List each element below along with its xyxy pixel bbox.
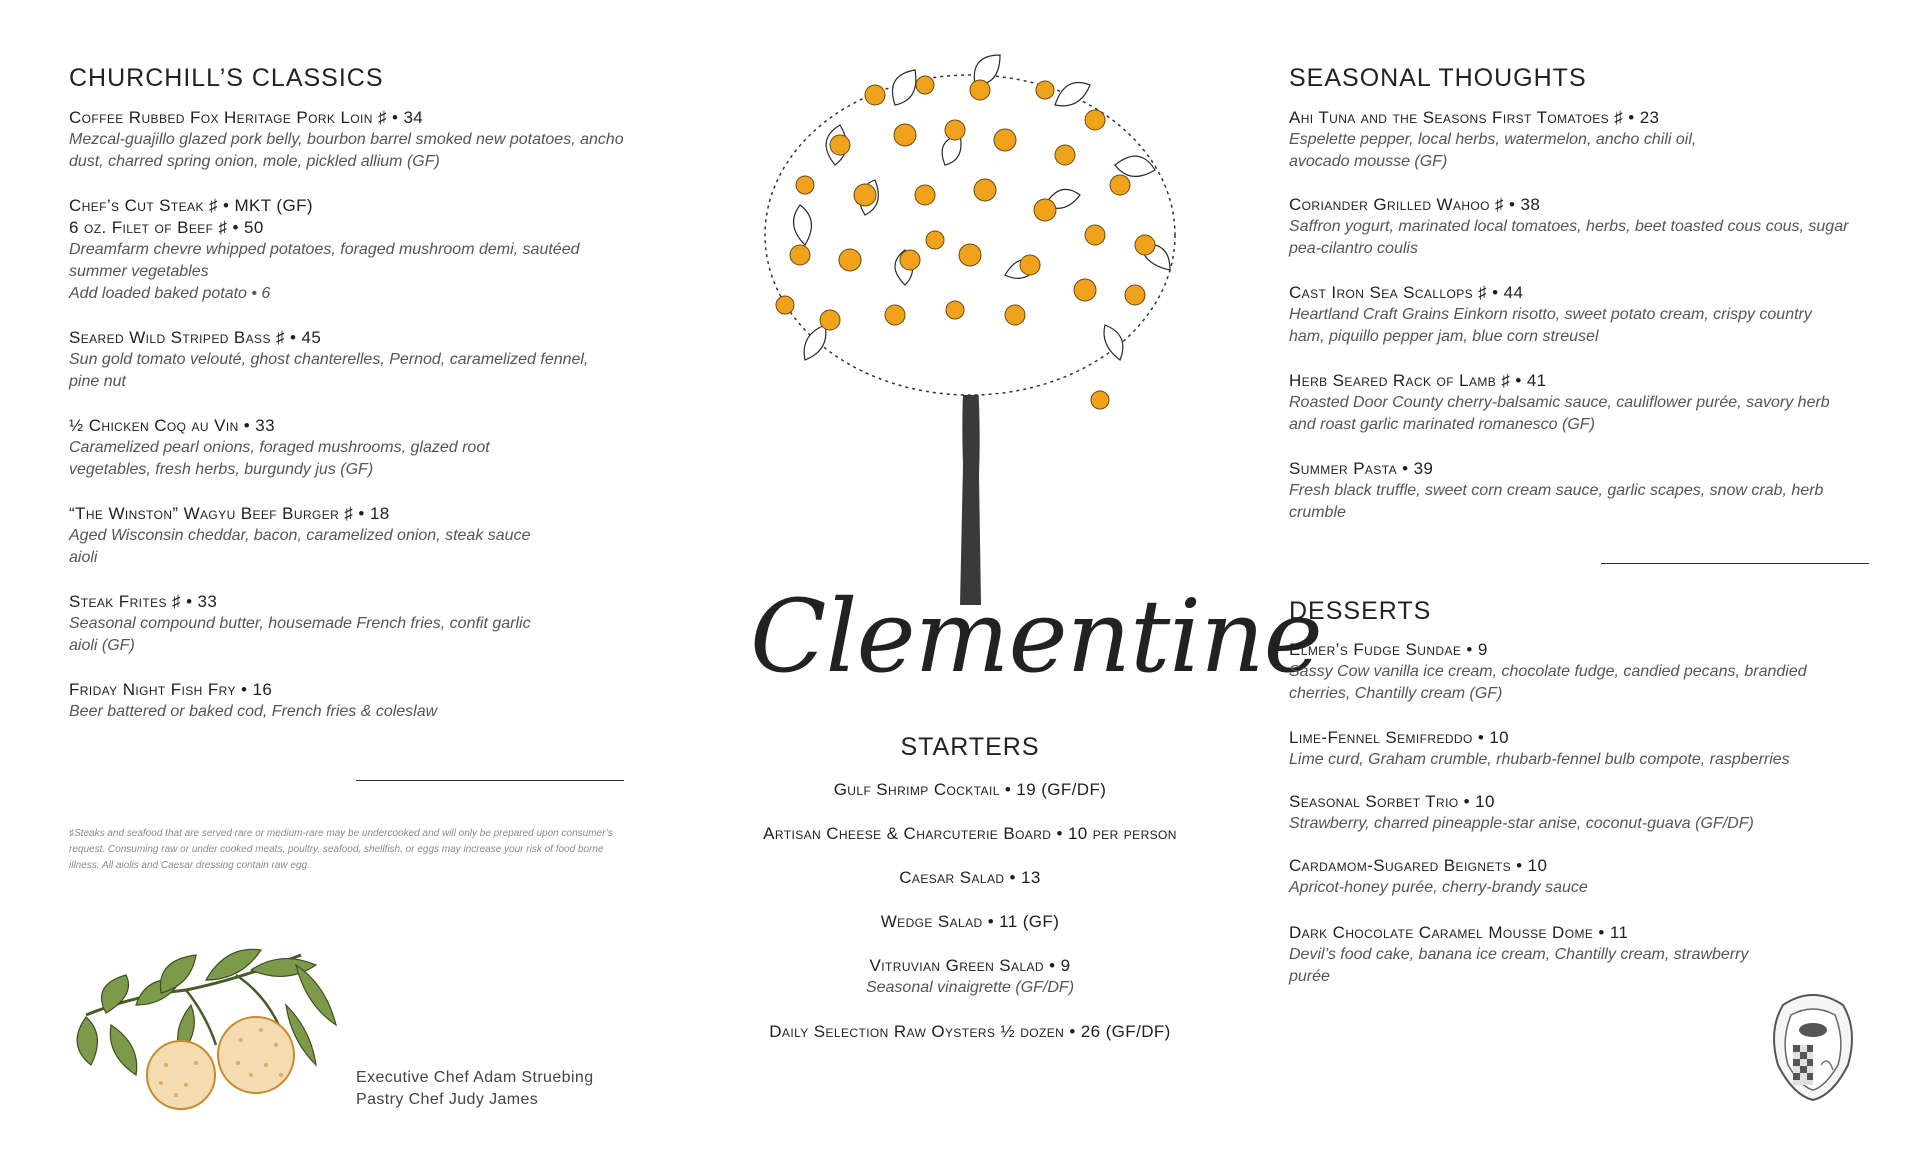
section-title-seasonal-thoughts: SEASONAL THOUGHTS <box>1289 64 1587 92</box>
menu-item <box>69 195 649 305</box>
menu-item-desc: Sun gold tomato velouté, ghost chanterelles, Pernod, caramelized fennel, pine nut <box>69 351 589 390</box>
starter-item <box>700 911 1240 933</box>
clementine-tree-icon <box>745 45 1195 605</box>
menu-item-desc: Roasted Door County cherry-balsamic sauce, cauliflower purée, savory herb and roast garlic marinated romanesco (GF) <box>1289 394 1830 433</box>
menu-item-desc: Dreamfarm chevre whipped potatoes, foraged mushroom demi, sautéed summer vegetables <box>69 241 580 280</box>
menu-item-desc: Fresh black truffle, sweet corn cream sauce, garlic scapes, snow crab, herb crumble <box>1289 482 1824 521</box>
menu-item-title: Friday Night Fish Fry • 16 <box>69 680 273 699</box>
starter-item-desc: Seasonal vinaigrette (GF/DF) <box>865 979 1075 996</box>
menu-item <box>1289 194 1889 260</box>
starter-item-title: Wedge Salad • 11 (GF) <box>880 912 1060 931</box>
menu-item-addon: Add loaded baked potato • 6 <box>69 285 271 302</box>
menu-item <box>69 107 649 173</box>
starter-item-title: Caesar Salad • 13 <box>899 868 1041 887</box>
crest-icon <box>1763 985 1863 1105</box>
chef-credits <box>356 1067 594 1111</box>
menu-item <box>1289 370 1889 436</box>
menu-item-desc: Mezcal-guajillo glazed pork belly, bourbon barrel smoked new potatoes, ancho dust, charred spring onion, mole, pickled allium (GF) <box>69 131 624 170</box>
dessert-item <box>1289 727 1889 771</box>
menu-item-desc: Caramelized pearl onions, foraged mushrooms, glazed root vegetables, fresh herbs, burgundy jus (GF) <box>69 439 490 478</box>
menu-item <box>69 503 649 569</box>
menu-item-desc: Seasonal compound butter, housemade French fries, confit garlic aioli (GF) <box>69 615 531 654</box>
starter-item <box>700 867 1240 889</box>
menu-item-title: Summer Pasta • 39 <box>1289 459 1434 478</box>
starter-item-title: Artisan Cheese & Charcuterie Board • 10 per person <box>763 824 1177 843</box>
menu-item-title: Coffee Rubbed Fox Heritage Pork Loin ♯ • 34 <box>69 108 424 127</box>
menu-item-title: Seared Wild Striped Bass ♯ • 45 <box>69 328 322 347</box>
food-safety-disclaimer: ♯Steaks and seafood that are served rare or medium-rare may be undercooked and will only be prepared upon consumer’s request. Consuming raw or under cooked meats, poultry, seafood, shellfish, or eggs may increase your risk of food borne illness. All aiolis and Caesar dressing contain raw egg. <box>69 828 613 871</box>
menu-item-desc: Saffron yogurt, marinated local tomatoes, herbs, beet toasted cous cous, sugar pea-cilantro coulis <box>1289 218 1849 257</box>
dessert-item <box>1289 855 1889 899</box>
dessert-item <box>1289 639 1889 705</box>
menu-item-desc: Beer battered or baked cod, French fries & coleslaw <box>69 703 438 720</box>
dessert-item-title: Lime-Fennel Semifreddo • 10 <box>1289 728 1510 747</box>
menu-item-title: Ahi Tuna and the Seasons First Tomatoes ♯ • 23 <box>1289 108 1660 127</box>
starter-item <box>700 955 1240 999</box>
starter-item <box>700 1021 1240 1043</box>
menu-item-title: Coriander Grilled Wahoo ♯ • 38 <box>1289 195 1541 214</box>
menu-item <box>69 591 649 657</box>
section-title-starters: STARTERS <box>900 733 1040 761</box>
menu-item <box>1289 282 1889 348</box>
starter-item <box>700 779 1240 801</box>
clementine-branch-icon <box>66 935 351 1110</box>
menu-item <box>69 679 649 723</box>
dessert-item-desc: Sassy Cow vanilla ice cream, chocolate fudge, candied pecans, brandied cherries, Chantilly cream (GF) <box>1289 663 1807 702</box>
dessert-item-title: Cardamom-Sugared Beignets • 10 <box>1289 856 1548 875</box>
dessert-item-title: Seasonal Sorbet Trio • 10 <box>1289 792 1495 811</box>
dessert-item-desc: Devil’s food cake, banana ice cream, Chantilly cream, strawberry purée <box>1289 946 1749 985</box>
menu-item-title: ½ Chicken Coq au Vin • 33 <box>69 416 275 435</box>
starter-item-title: Gulf Shrimp Cocktail • 19 (GF/DF) <box>833 780 1107 799</box>
starter-item <box>700 823 1240 845</box>
menu-item <box>69 415 649 481</box>
dessert-item-title: Elmer’s Fudge Sundae • 9 <box>1289 640 1488 659</box>
menu-item-desc: Heartland Craft Grains Einkorn risotto, sweet potato cream, crispy country ham, piquillo pepper jam, blue corn streusel <box>1289 306 1812 345</box>
menu-item-desc: Espelette pepper, local herbs, watermelon, ancho chili oil, avocado mousse (GF) <box>1289 131 1697 170</box>
menu-item-title-secondary: 6 oz. Filet of Beef ♯ • 50 <box>69 218 264 237</box>
menu-item <box>1289 107 1889 173</box>
menu-item <box>69 327 649 393</box>
restaurant-logo: Clementine <box>750 578 1322 695</box>
dessert-item-title: Dark Chocolate Caramel Mousse Dome • 11 <box>1289 923 1629 942</box>
menu-item-desc: Aged Wisconsin cheddar, bacon, caramelized onion, steak sauce aioli <box>69 527 531 566</box>
menu-item-title: Cast Iron Sea Scallops ♯ • 44 <box>1289 283 1524 302</box>
pastry-chef: Pastry Chef Judy James <box>356 1091 539 1108</box>
starter-item-title: Vitruvian Green Salad • 9 <box>869 956 1071 975</box>
menu-item-title: Steak Frites ♯ • 33 <box>69 592 218 611</box>
section-title-churchills-classics: CHURCHILL’S CLASSICS <box>69 64 384 92</box>
menu-item-title: “The Winston” Wagyu Beef Burger ♯ • 18 <box>69 504 390 523</box>
dessert-item <box>1289 791 1889 835</box>
menu-item <box>1289 458 1889 524</box>
dessert-item-desc: Apricot-honey purée, cherry-brandy sauce <box>1289 879 1588 896</box>
executive-chef: Executive Chef Adam Struebing <box>356 1069 594 1086</box>
divider <box>356 780 624 781</box>
dessert-item-desc: Strawberry, charred pineapple-star anise, coconut-guava (GF/DF) <box>1289 815 1754 832</box>
divider <box>1601 563 1869 564</box>
dessert-item <box>1289 922 1889 988</box>
menu-item-title: Chef’s Cut Steak ♯ • MKT (GF) <box>69 196 313 215</box>
menu-item-title: Herb Seared Rack of Lamb ♯ • 41 <box>1289 371 1547 390</box>
section-title-desserts: DESSERTS <box>1289 597 1432 625</box>
dessert-item-desc: Lime curd, Graham crumble, rhubarb-fennel bulb compote, raspberries <box>1289 751 1790 768</box>
starter-item-title: Daily Selection Raw Oysters ½ dozen • 26 (GF/DF) <box>769 1022 1171 1041</box>
